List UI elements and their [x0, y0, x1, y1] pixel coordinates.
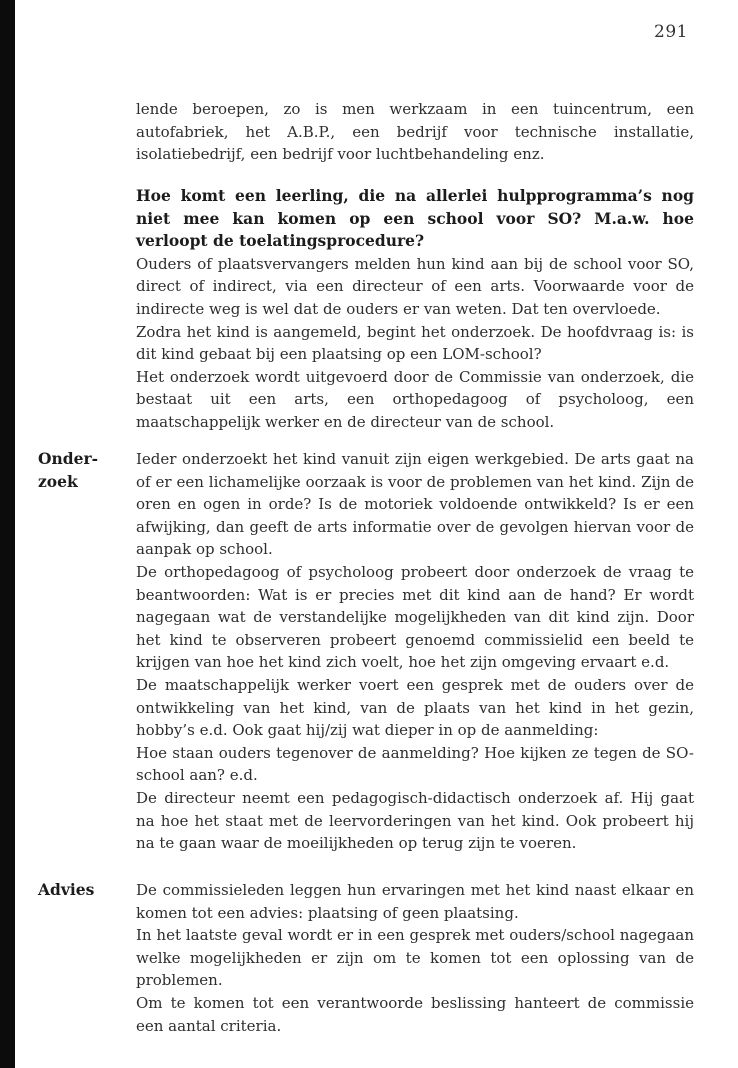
answer-paragraph: Zodra het kind is aangemeld, begint het onderzoek. De hoofdvraag is: is dit kind gebaat bij een plaatsing op een LOM-school?: [136, 322, 694, 364]
onderzoek-paragraph: Hoe staan ouders tegenover de aanmelding? Hoe kijken ze tegen de SO-school aan? e.d.: [136, 743, 694, 785]
advies-side-heading: Advies: [38, 880, 95, 899]
onderzoek-heading-line2: zoek: [38, 471, 78, 491]
advies-section-body: [136, 879, 694, 1037]
onderzoek-paragraph: Ieder onderzoekt het kind vanuit zijn eigen werkgebied. De arts gaat na of er een lichamelijke oorzaak is voor de problemen van het kind. Zijn de oren en ogen in orde? Is de motoriek voldoende ontwikkeld? Is er een afwijking, dan geeft de arts informatie over de gevolgen hiervan voor de aanpak op school.: [136, 450, 694, 559]
advies-paragraph: Om te komen tot een verantwoorde beslissing hanteert de commissie een aantal criteria.: [136, 993, 694, 1035]
onderzoek-side-heading: [38, 448, 98, 493]
answer-paragraph: Het onderzoek wordt uitgevoerd door de Commissie van onderzoek, die bestaat uit een arts, een orthopedagoog of psycholoog, een maatschappelijk werker en de directeur van de school.: [136, 367, 694, 431]
onderzoek-paragraph: De directeur neemt een pedagogisch-didactisch onderzoek af. Hij gaat na hoe het staat met de leervorderingen van het kind. Ook probeert hij na te gaan waar de moeilijkheden op terug zijn te voeren.: [136, 788, 694, 853]
question-section: [136, 185, 694, 434]
onderzoek-paragraph: De orthopedagoog of psycholoog probeert door onderzoek de vraag te beantwoorden: Wat is er precies met dit kind aan de hand? Er wordt nagegaan wat de verstandelijke mogelijkheden van dit kind zijn. Door het kind te observeren probeert genoemd commissielid een beeld te krijgen van hoe het kind zich voelt, hoe het zijn omgeving ervaart e.d.: [136, 562, 694, 672]
advies-paragraph: De commissieleden leggen hun ervaringen met het kind naast elkaar en komen tot een advies: plaatsing of geen plaatsing.: [136, 881, 694, 922]
onderzoek-paragraph: De maatschappelijk werker voert een gesprek met de ouders over de ontwikkeling van het kind, van de plaats van het kind in het gezin, hobby’s e.d. Ook gaat hij/zij wat dieper in op de aanmelding:: [136, 675, 694, 740]
page-number: 291: [654, 22, 688, 42]
onderzoek-section-body: [136, 448, 694, 855]
page-edge-shadow: [0, 0, 15, 1068]
onderzoek-heading-line1: Onder-: [38, 449, 99, 468]
intro-paragraph-block: [136, 98, 694, 166]
answer-paragraph: Ouders of plaatsvervangers melden hun kind aan bij de school voor SO, direct of indirect, via een directeur of een arts. Voorwaarde voor de indirecte weg is wel dat de ouders er van weten. Dat ten overvloede.: [136, 254, 694, 318]
advies-paragraph: In het laatste geval wordt er in een gesprek met ouders/school nagegaan welke mogelijkheden er zijn om te komen tot een oplossing van de problemen.: [136, 926, 694, 990]
intro-paragraph: lende beroepen, zo is men werkzaam in een tuincentrum, een autofabriek, het A.B.P., een bedrijf voor technische installatie, isolatiebedrijf, een bedrijf voor luchtbehandeling enz.: [136, 100, 694, 164]
question-heading: Hoe komt een leerling, die na allerlei hulpprogramma’s nog niet mee kan komen op een school voor SO? M.a.w. hoe verloopt de toelatingsprocedure?: [136, 186, 694, 251]
